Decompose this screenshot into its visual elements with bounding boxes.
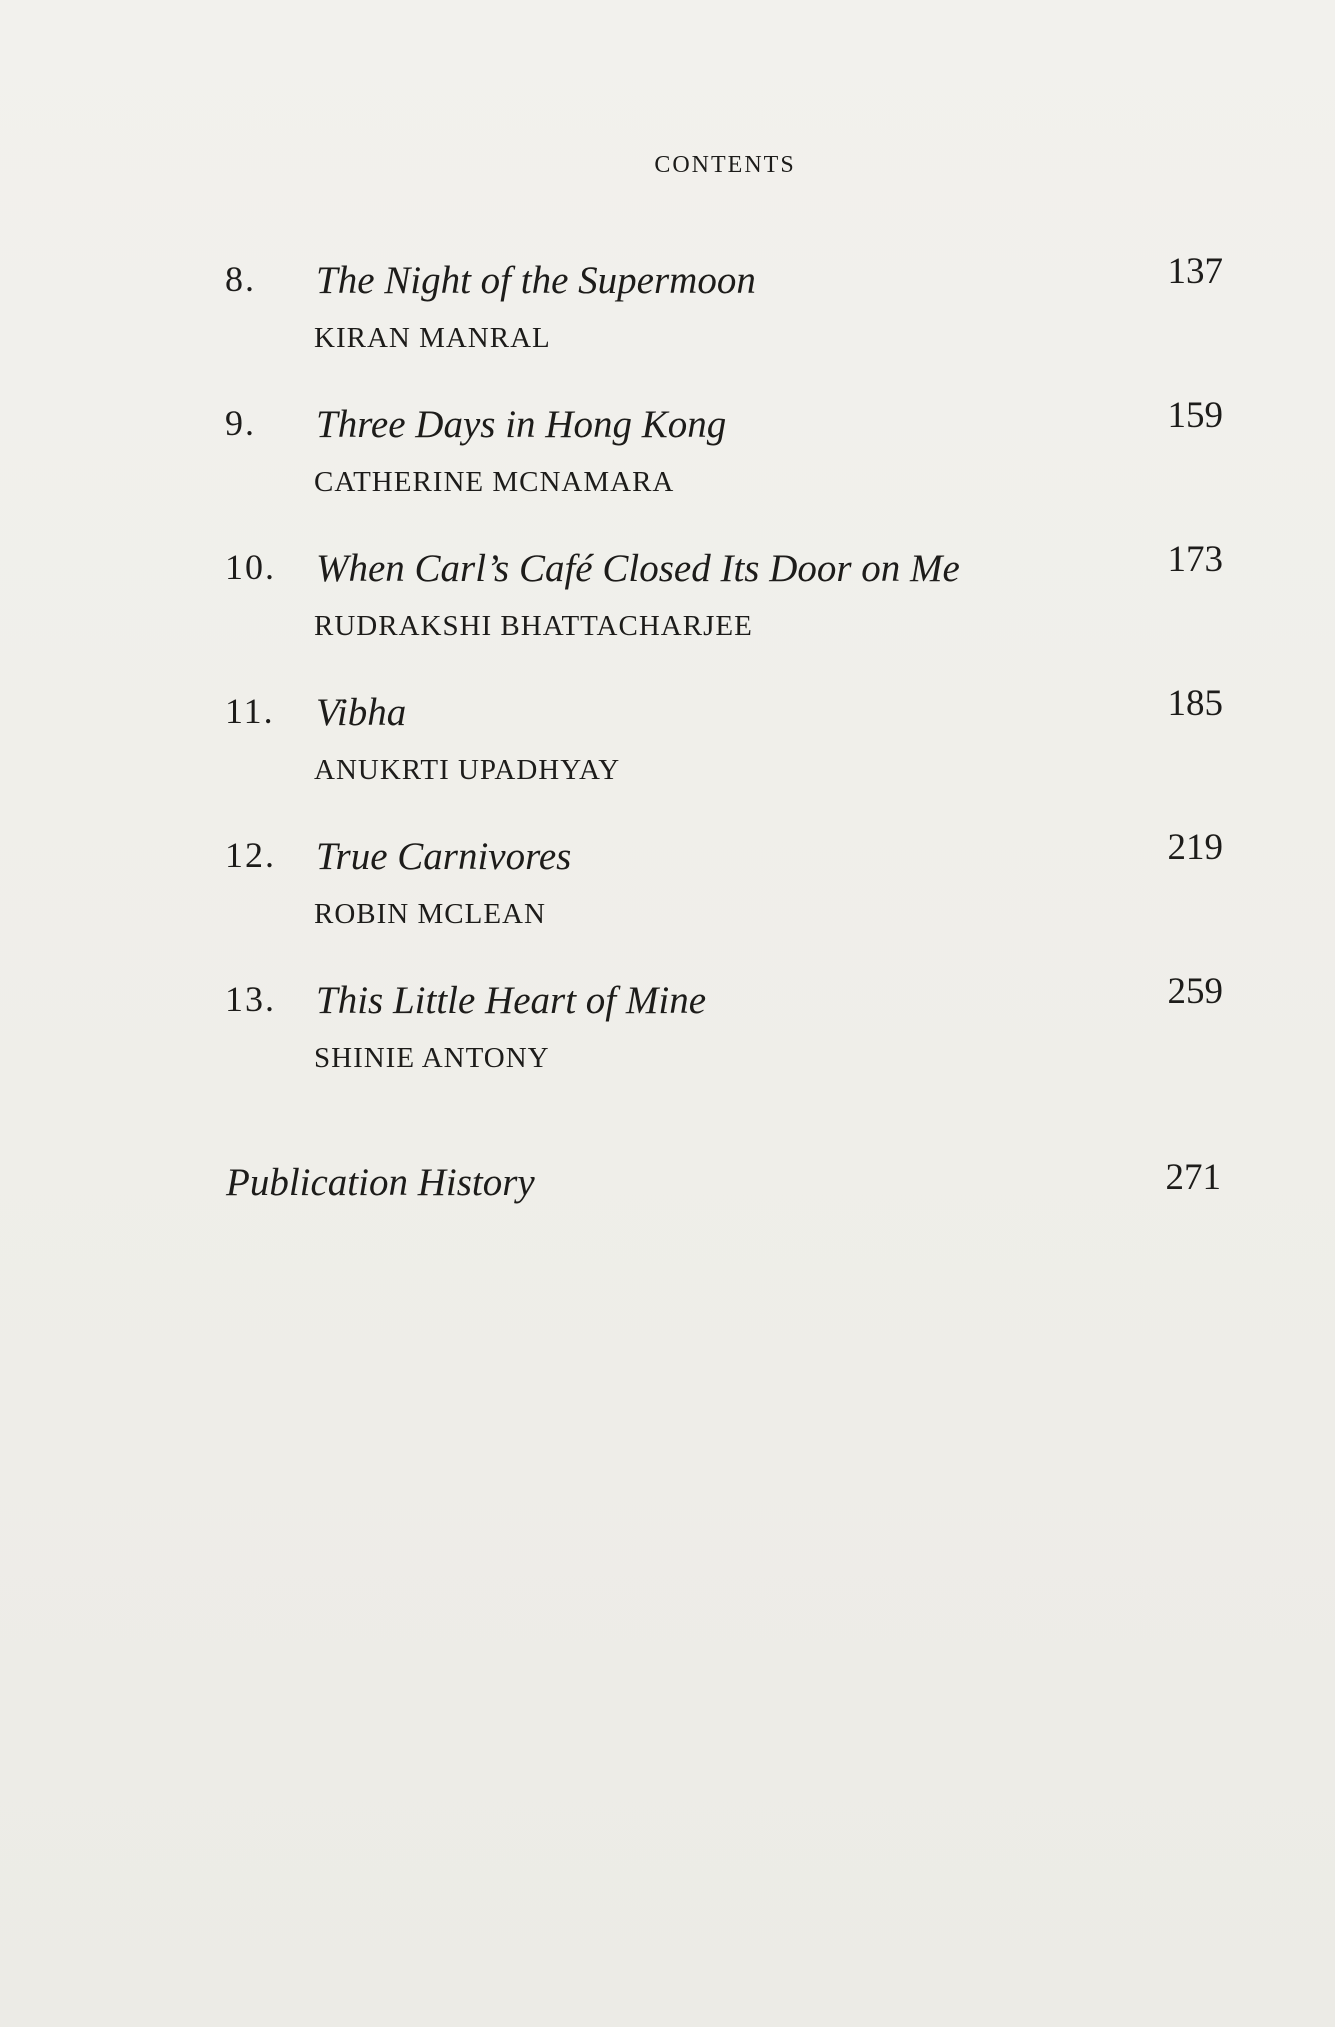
chapter-page-number: 173 bbox=[1167, 539, 1223, 580]
chapter-title: This Little Heart of Mine bbox=[316, 979, 706, 1022]
toc-entry bbox=[0, 251, 1335, 368]
chapter-number: 11. bbox=[225, 691, 275, 731]
toc-entry bbox=[0, 827, 1335, 944]
chapter-page-number: 219 bbox=[1167, 827, 1223, 868]
chapter-title: True Carnivores bbox=[316, 835, 572, 878]
chapter-author: SHINIE ANTONY bbox=[314, 1042, 550, 1074]
chapter-title: When Carl’s Café Closed Its Door on Me bbox=[316, 547, 960, 590]
chapter-author: ROBIN MCLEAN bbox=[314, 898, 546, 930]
chapter-author: KIRAN MANRAL bbox=[314, 322, 551, 354]
toc-entry bbox=[0, 971, 1335, 1088]
toc-entry bbox=[0, 683, 1335, 800]
chapter-number: 8. bbox=[225, 259, 256, 299]
chapter-number: 10. bbox=[225, 547, 276, 587]
chapter-page-number: 137 bbox=[1167, 251, 1223, 292]
toc-entry bbox=[0, 395, 1335, 512]
chapter-number: 13. bbox=[225, 979, 276, 1019]
chapter-author: CATHERINE MCNAMARA bbox=[314, 466, 675, 498]
chapter-author: ANUKRTI UPADHYAY bbox=[314, 754, 621, 786]
chapter-page-number: 259 bbox=[1167, 971, 1223, 1012]
chapter-page-number: 159 bbox=[1167, 395, 1223, 436]
publication-history-title: Publication History bbox=[226, 1161, 535, 1204]
chapter-number: 9. bbox=[225, 403, 256, 443]
chapter-title: Three Days in Hong Kong bbox=[316, 403, 727, 446]
chapter-number: 12. bbox=[225, 835, 276, 875]
toc-entry bbox=[0, 539, 1335, 656]
chapter-title: The Night of the Supermoon bbox=[316, 259, 756, 302]
chapter-title: Vibha bbox=[316, 691, 407, 734]
chapter-page-number: 185 bbox=[1167, 683, 1223, 724]
chapter-author: RUDRAKSHI BHATTACHARJEE bbox=[314, 610, 753, 642]
page-heading: CONTENTS bbox=[654, 152, 796, 178]
publication-history-page-number: 271 bbox=[1165, 1157, 1221, 1198]
